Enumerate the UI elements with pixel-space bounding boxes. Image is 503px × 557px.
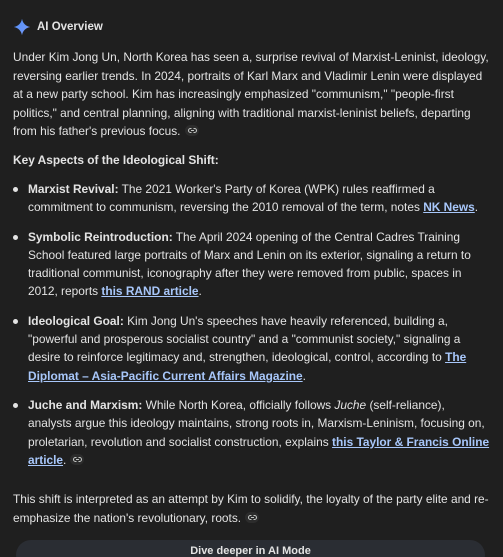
- aspect-title: Marxist Revival:: [28, 182, 119, 196]
- intro-paragraph: [13, 48, 491, 141]
- aspect-title: Symbolic Reintroduction:: [28, 229, 173, 244]
- aspect-text: Kim Jong Un's speeches have heavily referenced, building a, "powerful and prosperous socialist country" and a "communist society," signaling a desire to reinforce legitimacy and, strengthen, ideological, control, according to: [28, 313, 461, 365]
- aspect-italic-term: Juche: [334, 397, 367, 412]
- section-heading: Key Aspects of the Ideological Shift:: [13, 153, 219, 167]
- list-item: [0, 228, 490, 301]
- aspect-text: The April 2024 opening of the Central Cadres Training School featured large portraits of Marx and Lenin on its exterior, signaling a return to traditional communist, iconography after they were removed from public, spaces in 2012, reports: [28, 229, 471, 299]
- link-chain-icon[interactable]: [185, 125, 199, 136]
- aspect-text-before: While North Korea, officially follows: [142, 397, 335, 412]
- dive-deeper-button[interactable]: [16, 540, 485, 557]
- link-chain-icon[interactable]: [245, 512, 259, 523]
- outro-paragraph: [13, 490, 491, 527]
- aspect-punctuation: .: [302, 368, 306, 383]
- aspect-text: The 2021 Worker's Party of Korea (WPK) rules reaffirmed a commitment to communism, reversing the 2010 removal of the term, notes: [28, 182, 435, 215]
- aspects-list: [0, 180, 490, 480]
- outro-text: This shift is interpreted as an attempt by Kim to solidify, the loyalty of the party elite and re-emphasize the nation's revolutionary, roots.: [13, 492, 489, 525]
- source-link-nk-news[interactable]: NK News: [423, 200, 475, 215]
- source-link-rand[interactable]: this RAND article: [101, 284, 199, 299]
- bullet-icon: [13, 187, 18, 192]
- bullet-icon: [13, 403, 18, 408]
- list-item: [0, 180, 490, 217]
- list-item: [0, 312, 490, 385]
- ai-overview-header: [13, 17, 103, 37]
- source-link-taylor-francis[interactable]: this Taylor & Francis Online article: [28, 434, 490, 467]
- intro-text: Under Kim Jong Un, North Korea has seen a, surprise revival of Marxist-Leninist, ideology, reversing earlier trends. In 2024, portraits of Karl Marx and Vladimir Lenin were displayed at a new party school. Kim has increasingly emphasized "communism," "people-first politics," and central planning, aligning with traditional marxist-leninist beliefs, departing from his father's previous focus.: [13, 50, 489, 138]
- bullet-icon: [13, 235, 18, 240]
- bullet-icon: [13, 319, 18, 324]
- aspect-punctuation: .: [198, 284, 202, 299]
- gemini-spark-icon: [13, 18, 31, 36]
- ai-overview-title: AI Overview: [37, 21, 103, 33]
- link-chain-icon[interactable]: [70, 454, 84, 465]
- aspect-title: Ideological Goal:: [28, 313, 124, 328]
- aspect-punctuation: .: [474, 200, 479, 215]
- dive-deeper-label: Dive deeper in AI Mode: [190, 545, 311, 557]
- list-item: [0, 396, 490, 469]
- source-link-diplomat[interactable]: The Diplomat – Asia-Pacific Current Affairs Magazine: [28, 350, 467, 383]
- aspect-title: Juche and Marxism:: [28, 397, 143, 412]
- aspect-text: (self-reliance), analysts argue this ideology maintains, strong roots in, Marxism-Leninism, focusing on, proletarian, revolution and socialist construction, explains: [28, 397, 485, 449]
- aspect-punctuation: .: [63, 452, 67, 467]
